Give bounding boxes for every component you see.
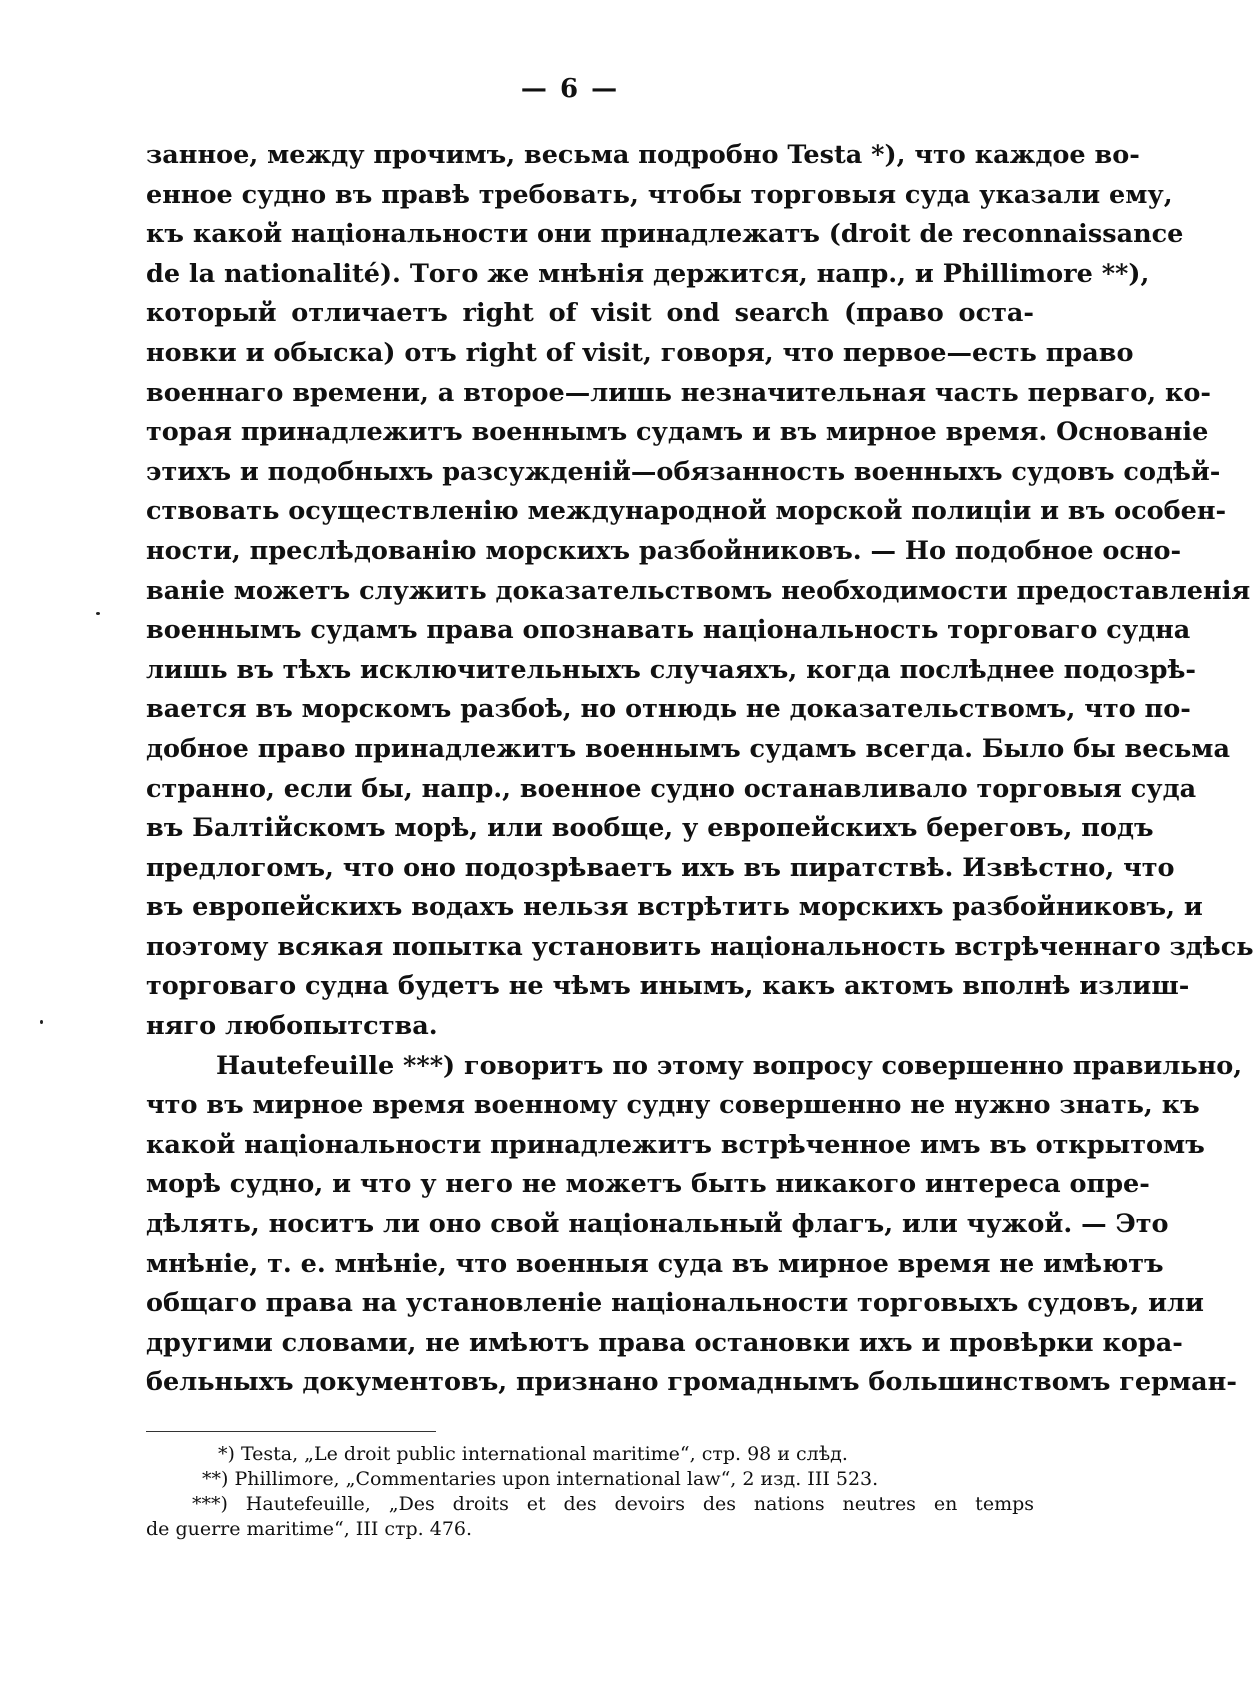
footnote-3-continuation: de guerre maritime“, III стр. 476.: [146, 1518, 473, 1540]
text-line: другими словами, не имѣютъ права остановки ихъ и провѣрки кора-: [146, 1327, 1183, 1358]
scan-speck: [40, 1020, 43, 1024]
footnote-2: **) Phillimore, „Commentaries upon international law“, 2 изд. III 523.: [202, 1468, 879, 1490]
text-line: ности, преслѣдованію морскихъ разбойниковъ. — Но подобное осно-: [146, 535, 1182, 566]
text-line: занное, между прочимъ, весьма подробно Testa *), что каждое во-: [146, 140, 1140, 170]
text-line: Hautefeuille ***) говоритъ по этому вопросу совершенно правильно,: [216, 1050, 1243, 1081]
paragraph-2: [146, 1047, 1243, 1403]
text-line: военнаго времени, а второе—лишь незначительная часть перваго, ко-: [146, 377, 1211, 408]
text-line: бельныхъ документовъ, признано громаднымъ большинствомъ герман-: [146, 1367, 1237, 1398]
text-line: который отличаетъ right of visit ond search (право оста-: [146, 298, 1034, 329]
text-line: морѣ судно, и что у него не можетъ быть никакого интереса опре-: [146, 1169, 1150, 1200]
text-line: лишь въ тѣхъ исключительныхъ случаяхъ, когда послѣднее подозрѣ-: [146, 654, 1196, 685]
page-number: — 6 —: [520, 74, 620, 104]
text-line: енное судно въ правѣ требовать, чтобы торговыя суда указали ему,: [146, 179, 1173, 210]
text-line: торговаго судна будетъ не чѣмъ инымъ, какъ актомъ вполнѣ излиш-: [146, 971, 1190, 1002]
text-line: общаго права на установленіе національности торговыхъ судовъ, или: [146, 1288, 1204, 1319]
text-line: ствовать осуществленію международной морской полиціи и въ особен-: [146, 496, 1227, 527]
footnotes: [146, 1442, 1034, 1542]
footnote-3: ***) Hautefeuille, „Des droits et des devoirs des nations neutres en temps: [192, 1493, 1034, 1515]
text-line: торая принадлежитъ военнымъ судамъ и въ мирное время. Основаніе: [146, 417, 1209, 448]
main-text: [146, 136, 1254, 1403]
text-line: de la nationalité). Того же мнѣнія держится, напр., и Phillimore **),: [146, 258, 1150, 289]
text-line: няго любопытства.: [146, 1011, 438, 1042]
text-line: къ какой національности они принадлежатъ (droit de reconnaissance: [146, 219, 1184, 250]
text-line: военнымъ судамъ права опознавать національность торговаго судна: [146, 615, 1191, 646]
text-line: предлогомъ, что оно подозрѣваетъ ихъ въ пиратствѣ. Извѣстно, что: [146, 852, 1175, 883]
text-line: что въ мирное время военному судну совершенно не нужно знать, къ: [146, 1090, 1200, 1121]
scan-speck: [96, 612, 100, 615]
text-line: дѣлять, носитъ ли оно свой національный флагъ, или чужой. — Это: [146, 1209, 1169, 1240]
text-line: въ европейскихъ водахъ нельзя встрѣтить морскихъ разбойниковъ, и: [146, 892, 1203, 923]
footnote-divider: [146, 1431, 436, 1432]
text-line: поэтому всякая попытка установить національность встрѣченнаго здѣсь: [146, 931, 1254, 962]
text-line: вается въ морскомъ разбоѣ, но отнюдь не доказательствомъ, что по-: [146, 694, 1191, 725]
paragraph-1: [146, 136, 1254, 1047]
text-line: добное право принадлежитъ военнымъ судамъ всегда. Было бы весьма: [146, 733, 1230, 764]
text-line: странно, если бы, напр., военное судно останавливало торговыя суда: [146, 773, 1197, 804]
text-line: новки и обыска) отъ right of visit, говоря, что первое—есть право: [146, 337, 1134, 368]
text-line: ваніе можетъ служить доказательствомъ необходимости предоставленія: [146, 575, 1251, 606]
footnote-1: *) Testa, „Le droit public international maritime“, стр. 98 и слѣд.: [218, 1443, 848, 1465]
text-line: какой національности принадлежитъ встрѣченное имъ въ открытомъ: [146, 1129, 1205, 1160]
text-line: этихъ и подобныхъ разсужденій—обязанность военныхъ судовъ содѣй-: [146, 456, 1221, 487]
text-line: мнѣніе, т. е. мнѣніе, что военныя суда въ мирное время не имѣютъ: [146, 1248, 1164, 1279]
text-line: въ Балтійскомъ морѣ, или вообще, у европейскихъ береговъ, подъ: [146, 813, 1154, 844]
